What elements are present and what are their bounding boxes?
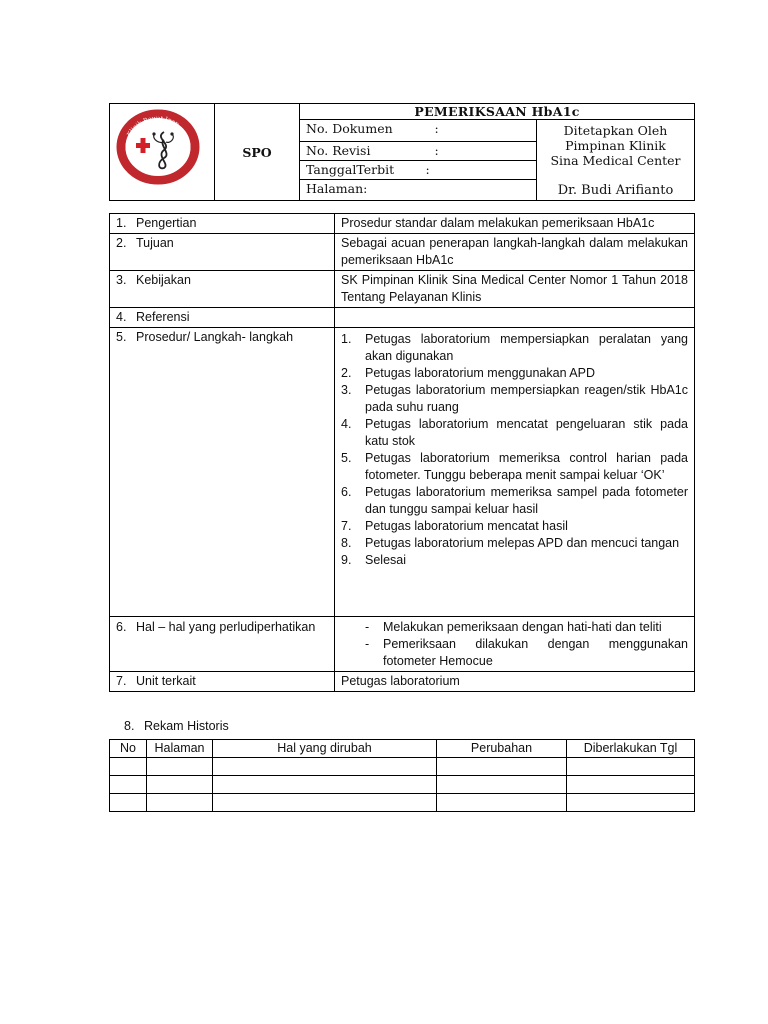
- col-header: Hal yang dirubah: [213, 740, 437, 758]
- row-prosedur: [110, 328, 695, 617]
- list-item: 3. Petugas laboratorium mempersiapkan reagen/stik HbA1c pada suhu ruang: [341, 383, 688, 414]
- col-header: Halaman: [147, 740, 213, 758]
- approval-signer: Dr. Budi Arifianto: [557, 183, 674, 198]
- list-item: 1. Petugas laboratorium mempersiapkan peralatan yang akan digunakan: [341, 332, 688, 363]
- list-item: 4. Petugas laboratorium mencatat pengeluaran stik pada katu stok: [341, 417, 688, 448]
- list-item: 9. Selesai: [341, 553, 406, 567]
- table-row: [110, 794, 695, 812]
- row-hal-diperhatikan: [110, 617, 695, 672]
- row-pengertian: [110, 214, 695, 234]
- document-title: PEMERIKSAAN HbA1c: [300, 104, 695, 120]
- approval-block: [537, 120, 695, 201]
- table-header-row: [110, 740, 695, 758]
- list-item: 5. Petugas laboratorium memeriksa control harian pada fotometer. Tunggu beberapa menit sampai keluar ‘OK’: [341, 451, 688, 482]
- row-label: 1. Pengertian: [110, 214, 335, 234]
- rekam-historis-label: 8. Rekam Historis: [124, 719, 229, 733]
- col-header: No: [110, 740, 147, 758]
- row-value: Petugas laboratorium: [335, 672, 695, 692]
- list-item: 2. Petugas laboratorium menggunakan APD: [341, 366, 596, 380]
- approval-line1: Ditetapkan Oleh: [563, 123, 668, 138]
- list-item: - Pemeriksaan dilakukan dengan menggunakan fotometer Hemocue: [365, 637, 688, 668]
- row-value: SK Pimpinan Klinik Sina Medical Center Nomor 1 Tahun 2018 Tentang Pelayanan Klinis: [335, 271, 695, 308]
- col-header: Perubahan: [437, 740, 567, 758]
- procedure-steps: [341, 331, 688, 569]
- table-row: [110, 758, 695, 776]
- row-value: [335, 308, 695, 328]
- row-label: 3. Kebijakan: [110, 271, 335, 308]
- logo-text-top: Klinik Rawat Inap: [125, 114, 181, 138]
- approval-line3: Sina Medical Center: [550, 153, 681, 168]
- table-row: [110, 776, 695, 794]
- row-label: 4. Referensi: [110, 308, 335, 328]
- row-tujuan: [110, 234, 695, 271]
- row-referensi: [110, 308, 695, 328]
- meta-no-revisi: No. Revisi :: [300, 142, 537, 161]
- row-label: 5. Prosedur/ Langkah- langkah: [110, 328, 335, 617]
- list-item: 8. Petugas laboratorium melepas APD dan mencuci tangan: [341, 536, 680, 550]
- procedure-table: [109, 213, 695, 692]
- row-kebijakan: [110, 271, 695, 308]
- row-value: [335, 328, 695, 617]
- spo-label: SPO: [215, 104, 300, 201]
- rekam-historis-table: [109, 739, 695, 812]
- meta-no-dokumen: No. Dokumen :: [300, 120, 537, 142]
- row-label: 7. Unit terkait: [110, 672, 335, 692]
- row-value: Sebagai acuan penerapan langkah-langkah dalam melakukan pemeriksaan HbA1c: [335, 234, 695, 271]
- meta-tanggal-terbit: TanggalTerbit :: [300, 161, 537, 180]
- list-item: 7. Petugas laboratorium mencatat hasil: [341, 519, 568, 533]
- meta-halaman: Halaman:: [300, 180, 537, 201]
- row-label: 2. Tujuan: [110, 234, 335, 271]
- logo-cell: [110, 104, 215, 201]
- clinic-logo: [110, 104, 214, 197]
- notes-list: [341, 619, 688, 670]
- spo-header: [109, 103, 695, 201]
- approval-line2: Pimpinan Klinik: [565, 138, 666, 153]
- list-item: - Melakukan pemeriksaan dengan hati-hati dan teliti: [365, 620, 662, 634]
- col-header: Diberlakukan Tgl: [567, 740, 695, 758]
- row-value: Prosedur standar dalam melakukan pemeriksaan HbA1c: [335, 214, 695, 234]
- list-item: 6. Petugas laboratorium memeriksa sampel pada fotometer dan tunggu sampai keluar hasil: [341, 485, 688, 516]
- row-label: 6. Hal – hal yang perludiperhatikan: [110, 617, 335, 672]
- row-value: [335, 617, 695, 672]
- logo-text-bottom: Sina Medical Center: [128, 155, 186, 177]
- row-unit-terkait: [110, 672, 695, 692]
